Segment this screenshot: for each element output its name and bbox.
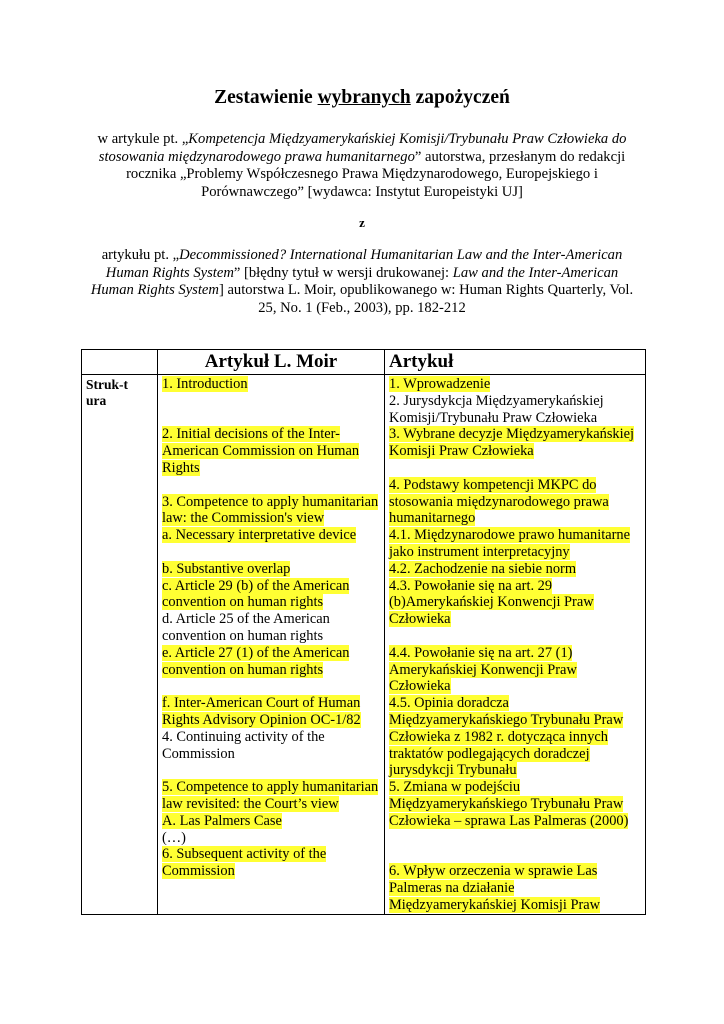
artykul-item: [389, 846, 641, 863]
moir-item-text: 1. Introduction: [162, 376, 248, 392]
moir-item: [162, 779, 380, 813]
row-label-structure: [82, 375, 158, 915]
moir-item-text: A. Las Palmers Case: [162, 812, 282, 829]
artykul-item: [389, 695, 641, 779]
moir-item: [162, 611, 380, 645]
moir-item-text: 2. Initial decisions of the Inter-American Commission on Human Rights: [162, 426, 360, 476]
moir-item: [162, 494, 380, 528]
artykul-item-text: 4.2. Zachodzenie na siebie norm: [389, 560, 577, 577]
artykul-item: [389, 460, 641, 477]
moir-item: [162, 561, 380, 578]
artykul-item: [389, 561, 641, 578]
artykul-item: [389, 527, 641, 561]
header-moir: Artykuł L. Moir: [158, 350, 385, 375]
artykul-item-text: 5. Zmiana w podejściu Międzyamerykańskiego Trybunału Praw Człowieka – sprawa Las Palmeras (2000): [389, 779, 629, 829]
moir-item-text: 5. Competence to apply humanitarian law revisited: the Court’s view: [162, 779, 379, 812]
moir-item-text: d. Article 25 of the American convention on human rights: [162, 611, 330, 644]
moir-item: [162, 695, 380, 729]
table-header-row: [82, 350, 646, 375]
source-printed-title: Law and the Inter-American Human Rights System: [90, 264, 619, 298]
artykul-item-text: 4.4. Powołanie się na art. 27 (1) Amerykańskiej Konwencji Praw Człowieka: [389, 644, 577, 695]
moir-item: [162, 846, 380, 880]
source-middle: ” [błędny tytuł w wersji drukowanej:: [233, 264, 453, 281]
moir-item: [162, 527, 380, 544]
source-paragraph: [88, 247, 636, 317]
moir-item: [162, 678, 380, 695]
title-part-1: Zestawienie: [214, 87, 318, 108]
artykul-item: [389, 628, 641, 645]
moir-item-text: c. Article 29 (b) of the American convention on human rights: [162, 577, 350, 611]
moir-item: [162, 477, 380, 494]
artykul-item: [389, 578, 641, 628]
intro-article-title: Kompetencja Międzyamerykańskiej Komisji/Trybunału Praw Człowieka do stosowania międzynarodowego prawa humanitarnego: [98, 131, 627, 165]
header-empty: [82, 350, 158, 375]
artykul-item-text: 4.5. Opinia doradcza Międzyamerykańskiego Trybunału Praw Człowieka z 1982 r. dotycząca innych traktatów podlegających doradczej jurysdykcji Trybunału: [389, 695, 624, 779]
title-underlined-word: wybranych: [317, 87, 411, 108]
moir-item: [162, 426, 380, 476]
moir-item: [162, 544, 380, 561]
moir-item-text: 4. Continuing activity of the Commission: [162, 728, 325, 762]
artykul-item: [389, 779, 641, 829]
artykul-item-text: 4. Podstawy kompetencji MKPC do stosowania międzynarodowego prawa humanitarnego: [389, 476, 609, 527]
artykul-item-text: 4.1. Międzynarodowe prawo humanitarne jako instrument interpretacyjny: [389, 527, 630, 560]
artykul-item: [389, 376, 641, 393]
artykul-item-text: 1. Wprowadzenie: [389, 376, 491, 392]
artykul-item-text: 3. Wybrane decyzje Międzyamerykańskiej Komisji Praw Człowieka: [389, 426, 635, 460]
moir-item: [162, 393, 380, 410]
comparison-table: [81, 349, 646, 915]
header-artykul: Artykuł: [385, 350, 646, 375]
separator-z: z: [359, 215, 365, 230]
moir-item-text: f. Inter-American Court of Human Rights Advisory Opinion OC-1/82: [162, 695, 361, 728]
artykul-item-text: 6. Wpływ orzeczenia w sprawie Las Palmeras na działanie Międzyamerykańskiej Komisji Praw: [389, 863, 601, 913]
intro-suffix: ” autorstwa, przesłanym do redakcji rocznika „Problemy Współczesnego Prawa Międzynarodowego, Europejskiego i Porównawczego” [wydawca: Instytut Europeistyki UJ]: [126, 148, 626, 200]
artykul-structure-cell: [385, 375, 646, 915]
moir-item: [162, 762, 380, 779]
source-prefix: artykułu pt. „: [101, 247, 180, 263]
moir-item-text: a. Necessary interpretative device: [162, 527, 357, 544]
moir-item-text: 3. Competence to apply humanitarian law: the Commission's view: [162, 493, 379, 527]
title-part-2: zapożyczeń: [410, 87, 510, 108]
moir-item: [162, 578, 380, 612]
moir-item: [162, 645, 380, 679]
moir-structure-cell: [158, 375, 385, 915]
artykul-item-text: 4.3. Powołanie się na art. 29 (b)Amerykańskiej Konwencji Praw Człowieka: [389, 577, 594, 628]
moir-item: [162, 729, 380, 763]
moir-item-text: (…): [162, 829, 186, 846]
source-suffix: ] autorstwa L. Moir, opublikowanego w: Human Rights Quarterly, Vol. 25, No. 1 (Feb., 2003), pp. 182-212: [218, 282, 634, 316]
source-article-title: Decommissioned? International Humanitarian Law and the Inter-American Human Rights System: [105, 247, 623, 281]
artykul-item: [389, 393, 641, 427]
artykul-item: [389, 426, 641, 460]
intro-prefix: w artykule pt. „: [97, 131, 189, 147]
moir-item-text: b. Substantive overlap: [162, 560, 291, 577]
intro-paragraph: [88, 131, 636, 201]
moir-item-text: 6. Subsequent activity of the Commission: [162, 846, 327, 880]
moir-item: [162, 830, 380, 847]
artykul-item-text: 2. Jurysdykcja Międzyamerykańskiej Komisji/Trybunału Praw Człowieka: [389, 392, 604, 426]
moir-item: [162, 376, 380, 393]
row-label-text: Struk-tura: [86, 377, 129, 408]
moir-item: [162, 813, 380, 830]
moir-item: [162, 410, 380, 427]
page-title: [0, 86, 724, 110]
moir-item-text: e. Article 27 (1) of the American convention on human rights: [162, 644, 350, 678]
artykul-item: [389, 477, 641, 527]
artykul-item: [389, 863, 641, 913]
table-row-structure: [82, 375, 646, 915]
artykul-item: [389, 830, 641, 847]
artykul-item: [389, 645, 641, 695]
